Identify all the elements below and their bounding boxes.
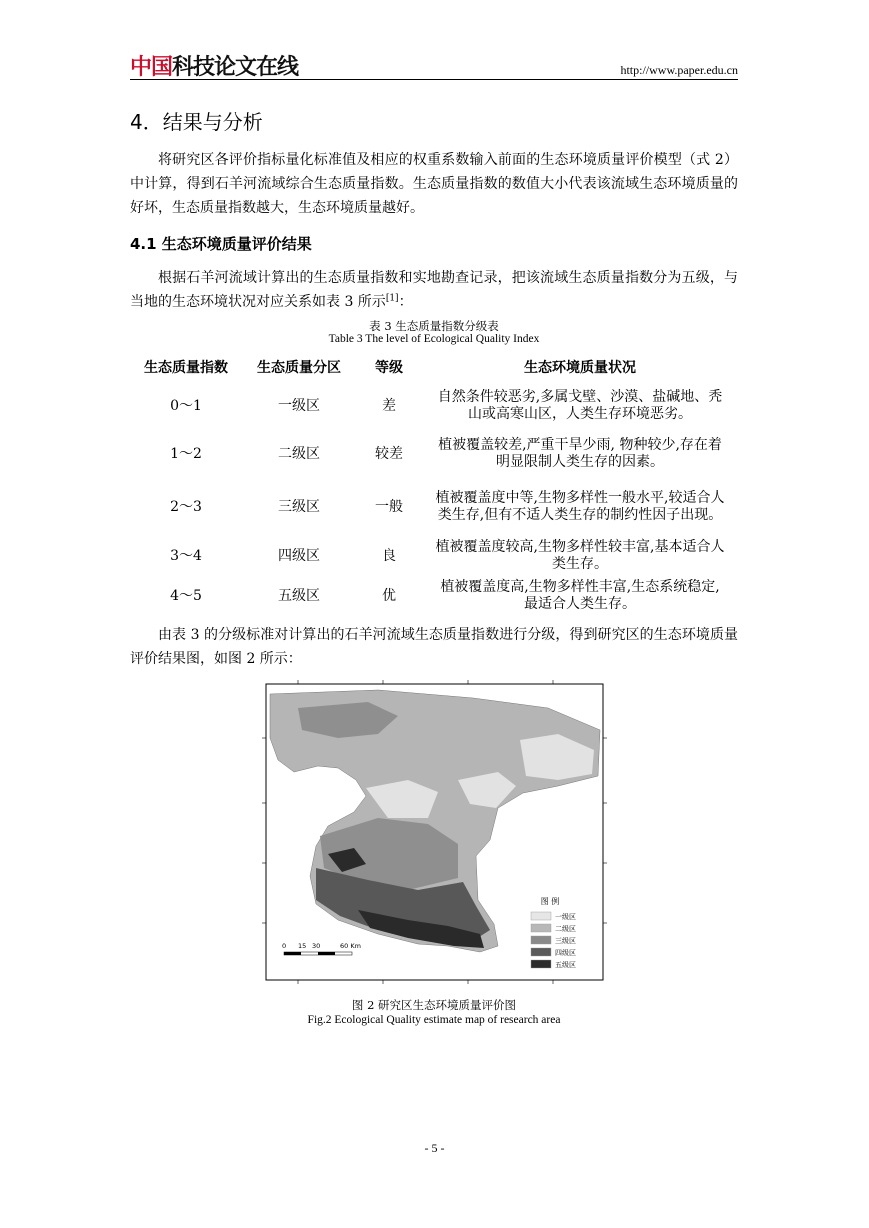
cell-zone: 四级区	[278, 547, 320, 564]
legend-label: 三级区	[555, 937, 576, 945]
legend-swatch	[531, 924, 551, 932]
legend-swatch	[531, 936, 551, 944]
logo-part-china: 中国	[130, 54, 173, 80]
cell-desc-text: 植被覆盖度较高,生物多样性较丰富,基本适合人类生存。	[435, 539, 725, 572]
cell-desc-text: 植被覆盖度中等,生物多样性一般水平,较适合人类生存,但有不适人类生存的制约性因子出现。	[435, 490, 725, 523]
cell-desc	[422, 576, 738, 616]
table-row	[130, 536, 738, 576]
scale-bar-segment	[284, 952, 301, 955]
table-row	[130, 576, 738, 616]
header-index: 生态质量指数	[144, 360, 228, 376]
logo-part-title: 科技论文在线	[172, 54, 299, 80]
cell-desc-text: 植被覆盖度高,生物多样性丰富,生态系统稳定,最适合人类生存。	[440, 579, 720, 612]
map-figure	[258, 668, 611, 986]
intro-paragraph: 将研究区各评价指标量化标准值及相应的权重系数输入前面的生态环境质量评价模型（式 2）中计算，得到石羊河流域综合生态质量指数。生态质量指数的数值大小代表该流域生态环境质量的好坏，生态质量指数越大，生态环境质量越好。	[130, 152, 738, 216]
cell-desc	[422, 430, 738, 478]
table-intro-end: ：	[398, 294, 413, 310]
cell-grade: 优	[382, 587, 396, 604]
cell-zone: 一级区	[278, 397, 320, 414]
figure-intro-paragraph: 由表 3 的分级标准对计算出的石羊河流域生态质量指数进行分级，得到研究区的生态环境质量评价结果图，如图 2 所示：	[130, 627, 738, 667]
cell-grade: 一般	[375, 498, 403, 515]
subsection-heading: 4.1 生态环境质量评价结果	[130, 235, 312, 253]
cell-zone: 二级区	[278, 445, 320, 462]
cell-zone: 三级区	[278, 498, 320, 515]
cell-desc-text: 植被覆盖较差,严重干旱少雨, 物种较少,存在着明显限制人类生存的因素。	[438, 437, 722, 470]
legend-swatch	[531, 960, 551, 968]
header-divider	[130, 79, 738, 80]
section-heading: 4．结果与分析	[130, 110, 263, 134]
quality-index-table	[130, 352, 738, 616]
cell-index: 1～2	[170, 445, 202, 462]
legend-label: 四级区	[555, 949, 576, 957]
cell-index: 0～1	[170, 397, 202, 414]
legend-label: 一级区	[555, 913, 576, 921]
scale-bar-segment	[318, 952, 335, 955]
header-zone: 生态质量分区	[257, 360, 341, 376]
cell-grade: 差	[382, 397, 396, 414]
table-caption-en: Table 3 The level of Ecological Quality Index	[328, 333, 540, 345]
header-url[interactable]: http://www.paper.edu.cn	[620, 63, 738, 77]
cell-index: 3～4	[170, 547, 202, 564]
table-intro-text: 根据石羊河流域计算出的生态质量指数和实地勘查记录，把该流域生态质量指数分为五级，与当地的生态环境状况对应关系如表 3 所示	[130, 270, 738, 310]
legend-swatch	[531, 912, 551, 920]
legend-title: 图 例	[540, 897, 560, 906]
citation-ref[interactable]: [1]	[385, 293, 399, 304]
figure-caption-cn: 图 2 研究区生态环境质量评价图	[351, 998, 517, 1012]
ecological-quality-map	[258, 668, 611, 986]
scale-label: 0	[282, 942, 287, 950]
cell-desc-text: 自然条件较恶劣,多属戈壁、沙漠、盐碱地、秃山或高寒山区，人类生存环境恶劣。	[437, 389, 723, 422]
cell-index: 4～5	[170, 587, 202, 604]
legend-label: 五级区	[555, 961, 576, 969]
scale-label: 15	[298, 942, 307, 950]
page-number: - 5 -	[424, 1141, 445, 1155]
table-row	[130, 430, 738, 478]
table-row	[130, 382, 738, 430]
table-intro-paragraph	[130, 266, 738, 314]
cell-index: 2～3	[170, 498, 202, 515]
table-row	[130, 478, 738, 536]
scale-label: 30	[312, 942, 321, 950]
cell-grade: 良	[382, 547, 396, 564]
cell-grade: 较差	[375, 445, 403, 462]
journal-logo	[130, 53, 299, 80]
header-grade: 等级	[375, 360, 403, 376]
legend-swatch	[531, 948, 551, 956]
scale-label: 60 Km	[340, 942, 361, 950]
header-status: 生态环境质量状况	[524, 360, 636, 376]
figure-caption-en: Fig.2 Ecological Quality estimate map of research area	[307, 1014, 561, 1026]
table-caption-cn: 表 3 生态质量指数分级表	[369, 319, 499, 333]
cell-zone: 五级区	[278, 587, 320, 604]
cell-desc	[422, 382, 738, 430]
cell-desc	[422, 536, 738, 576]
cell-desc	[422, 478, 738, 536]
legend-label: 二级区	[555, 925, 576, 933]
table-header-row	[130, 352, 738, 382]
